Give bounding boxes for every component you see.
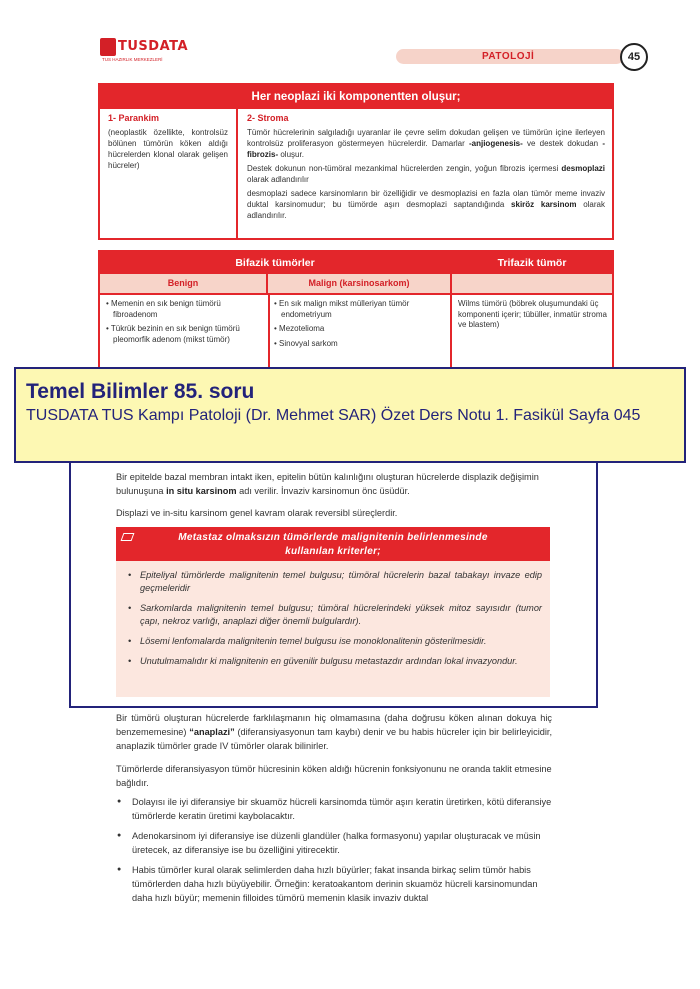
- benign-list: [106, 299, 264, 349]
- bifazik-heading: Bifazik tümörler: [100, 252, 450, 274]
- neoplasia-components-table: [98, 83, 614, 240]
- list-item: • Tükrük bezinin en sık benign tümörü pleomorfik adenom (mikst tümör): [106, 324, 240, 344]
- parenchyma-text: (neoplastik özellikte, kontrolsüz bölünen tümörün köken aldığı hücrelerden klonal olarak gelişen hücreler): [108, 128, 228, 170]
- bold-text: -anjiogenesis-: [468, 139, 523, 148]
- bullet-item: ● Dolayısı ile iyi diferansiye bir skuamöz hücreli karsinomda tümör aşırı keratin üretirken, kötü diferansiye tümörlerde keratin üretimi kaybolacaktır.: [116, 795, 552, 823]
- stroma-paragraph-1: [247, 127, 605, 160]
- bold-text: -fibrozis-: [247, 139, 605, 159]
- text: Bir epitelde bazal membran intakt iken, epitelin bütün kalınlığını oluşturan hücrelerde displazik değişimin bulunuşuna: [116, 472, 539, 496]
- benign-heading: Benign: [100, 274, 268, 293]
- bold-text: “anaplazi”: [189, 727, 235, 737]
- criteria-title-line: Metastaz olmaksızın tümörlerde malignitenin belirlenmesinde: [178, 532, 488, 543]
- list-item-text: Memenin en sık benign tümörü fibroadenom: [111, 299, 221, 319]
- text: Tümör hücrelerinin salgıladığı uyaranlar ile çevre selim dokudan gelişen ve tümörün içine ilerleyen kontrolsüz proliferasyon göstermeyen hücrelerdir. Damarlar: [247, 128, 605, 148]
- list-item: • En sık malign mikst mülleriyan tümör endometriyum: [274, 299, 410, 319]
- criteria-title: [116, 527, 550, 561]
- text: Bir tümörü oluşturan hücrelerde farklılaşmanın hiç olmamasına (daha doğrusu köken alınan dokuya hiç benzememesine): [116, 713, 552, 737]
- malign-heading: Malign (karsinosarkom): [268, 274, 450, 293]
- list-item: • Unutulmamalıdır ki malignitenin en güvenilir bulgusu metastazdır ardından lokal invazyondur.: [128, 655, 542, 668]
- list-item: • Lösemi lenfomalarda malignitenin temel bulgusu ise monoklonalitenin gösterilmesidir.: [128, 635, 542, 648]
- criteria-list: [116, 561, 550, 668]
- section-title: PATOLOJİ: [482, 51, 535, 62]
- question-overlay: [14, 367, 686, 463]
- paragraph-anaplazi: [116, 711, 552, 753]
- malignancy-criteria-box: [116, 527, 550, 697]
- parenchyma-cell: [100, 109, 238, 238]
- malign-list: [274, 299, 446, 353]
- text: desmoplazi sadece karsinomların bir özelliğidir ve desmoplazisi en fazla olan tümör meme invaziv duktal karsinomudur; bu tümörde aşırı desmoplazi saptandığında: [247, 189, 605, 209]
- divider: [268, 293, 270, 368]
- overlay-title: Temel Bilimler 85. soru: [26, 380, 255, 403]
- logo-text: TUSDATA: [118, 39, 189, 54]
- text: (diferansiyasyonun tam kaybı) denir ve bu habis hücreler için bir belirleyicidir, anaplazik tümörler grade IV tümörler olarak bilinirler.: [116, 727, 552, 751]
- divider: [100, 293, 612, 295]
- tumor-phase-table: [98, 250, 614, 370]
- text: olarak adlandırılır.: [247, 200, 605, 220]
- list-item: • Memenin en sık benign tümörü fibroadenom: [106, 299, 221, 319]
- bullet-item: ● Habis tümörler kural olarak selimlerden daha hızlı büyürler; fakat insanda birkaç selim tümör habis tümörlerden daha hızlı büyüyebilir. Örneğin: keratoakantom derinin skuamöz hücreli karsinomundan daha hızlı büyür; memenin filloides tümörü memenin klasik invaziv duktal: [116, 863, 552, 905]
- bullet-item: ● Adenokarsinom iyi diferansiye ise düzenli glandüler (halka formasyonu) yapılar oluşturacak ve müsin üretecek, az diferansiye ise bu özelliğini yitirecektir.: [116, 829, 552, 857]
- bold-text: skiröz karsinom: [511, 200, 577, 209]
- overlay-subtitle: TUSDATA TUS Kampı Patoloji (Dr. Mehmet SAR) Özet Ders Notu 1. Fasikül Sayfa 045: [26, 407, 641, 424]
- text: ve destek dokudan: [526, 139, 599, 148]
- divider: [450, 252, 452, 368]
- bold-text: desmoplazi: [561, 164, 605, 173]
- list-item: • Epiteliyal tümörlerde malignitenin temel bulgusu; tümöral hücrelerin bazal tabakayı invaze edip geçmeleridir: [128, 569, 542, 595]
- paragraph-diferansiyasyon: Tümörlerde diferansiyasyon tümör hücresinin köken aldığı hücrenin fonksiyonunu ne oranda taklit etmesine bağlıdır.: [116, 764, 552, 788]
- text: Destek dokunun non-tümöral mezankimal hücrelerden zengin, yoğun fibrozis içermesi: [247, 164, 559, 173]
- stroma-cell: [240, 109, 612, 238]
- table1-title: Her neoplazi iki komponentten oluşur;: [100, 85, 612, 109]
- text: oluşur.: [280, 150, 304, 159]
- page-number: 45: [620, 43, 648, 71]
- list-item: • Sinovyal sarkom: [274, 338, 338, 348]
- trifazik-text: Wilms tümörü (böbrek oluşumundaki üç komponenti içerir; tübüller, inmatür stroma ve blastem): [458, 299, 607, 329]
- parenchyma-heading: 1- Parankim: [108, 113, 160, 123]
- trifazik-heading: Trifazik tümör: [452, 252, 612, 274]
- logo-icon: [100, 38, 116, 56]
- list-item: • Mezotelioma: [274, 324, 325, 333]
- list-item: • Sarkomlarda malignitenin temel bulgusu; tümöral hücrelerindeki yüksek mitoz sayısıdır (tumor çapı, nekroz varlığı, anaplazi diğer önemli bulgulardır).: [128, 602, 542, 628]
- tusdata-logo: [100, 38, 189, 66]
- paragraph-displazi: Displazi ve in-situ karsinom genel kavram olarak reversibl süreçlerdir.: [116, 508, 398, 518]
- list-item-text: Tükrük bezinin en sık benign tümörü pleomorfik adenom (mikst tümör): [110, 324, 240, 344]
- text: adı verilir. İnvaziv karsinomun önc üsüdür.: [239, 486, 410, 496]
- bold-text: in situ karsinom: [166, 486, 237, 496]
- stroma-paragraph-2: [247, 163, 605, 185]
- stroma-paragraph-3: [247, 188, 605, 221]
- logo-subtitle: TUS HAZIRLIK MERKEZLERİ: [102, 57, 163, 62]
- criteria-title-line: kullanılan kriterler;: [285, 546, 381, 557]
- stroma-heading: 2- Stroma: [247, 113, 289, 123]
- list-item-text: Mezotelioma: [279, 324, 325, 333]
- list-item-text: Sinovyal sarkom: [279, 338, 338, 348]
- paragraph-in-situ: [116, 470, 552, 498]
- trifazik-subheading: [452, 274, 612, 293]
- list-item-text: En sık malign mikst mülleriyan tümör endometriyum: [279, 299, 410, 319]
- text: olarak adlandırılır: [247, 175, 309, 184]
